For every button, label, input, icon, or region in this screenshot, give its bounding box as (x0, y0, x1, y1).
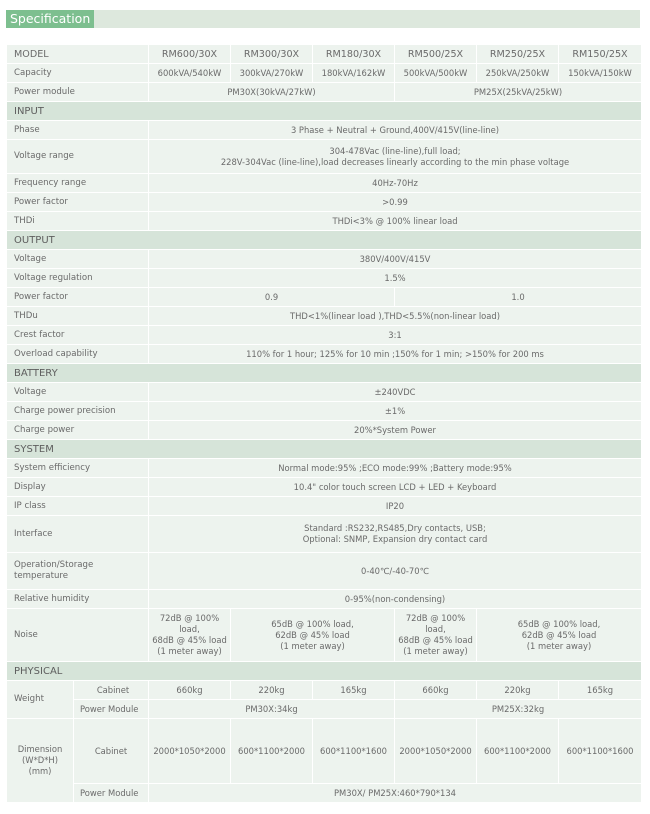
system-ip-row (7, 497, 641, 515)
battery-voltage-label: Voltage (7, 383, 148, 401)
battery-voltage-value: ±240VDC (149, 383, 641, 401)
output-thdu-value: THD<1%(linear load ),THD<5.5%(non-linear load) (149, 307, 641, 325)
system-ip-value: IP20 (149, 497, 641, 515)
system-interface-label: Interface (7, 516, 148, 552)
output-pf-label: Power factor (7, 288, 148, 306)
system-display-row (7, 478, 641, 496)
system-display-value: 10.4" color touch screen LCD + LED + Keyboard (149, 478, 641, 496)
system-efficiency-value: Normal mode:95% ;ECO mode:99% ;Battery mode:95% (149, 459, 641, 477)
input-phase-value: 3 Phase + Neutral + Ground,400V/415V(line-line) (149, 121, 641, 139)
weight-cabinet-value: 660kg (395, 681, 476, 699)
system-humidity-value: 0-95%(non-condensing) (149, 590, 641, 608)
output-regulation-value: 1.5% (149, 269, 641, 287)
output-crest-label: Crest factor (7, 326, 148, 344)
dimension-pm-label: Power Module (74, 784, 148, 802)
input-title: INPUT (7, 102, 641, 120)
system-ip-label: IP class (7, 497, 148, 515)
weight-cabinet-label: Cabinet (74, 681, 148, 699)
system-noise-row (7, 609, 641, 661)
output-pf-row (7, 288, 641, 306)
weight-pm-label: Power Module (74, 700, 148, 718)
dimension-cabinet-label: Cabinet (74, 719, 148, 783)
model-name: RM150/25X (559, 45, 641, 63)
battery-precision-value: ±1% (149, 402, 641, 420)
capacity-row (7, 64, 641, 82)
model-row (7, 45, 641, 63)
output-regulation-row (7, 269, 641, 287)
section-title: Specification (6, 10, 94, 28)
output-voltage-row (7, 250, 641, 268)
power-module-right: PM25X(25kVA/25kW) (395, 83, 641, 101)
dimension-cabinet-value: 600*1100*1600 (313, 719, 394, 783)
output-title: OUTPUT (7, 231, 641, 249)
battery-precision-row (7, 402, 641, 420)
output-pf-left: 0.9 (149, 288, 394, 306)
system-efficiency-label: System efficiency (7, 459, 148, 477)
weight-cabinet-value: 220kg (477, 681, 558, 699)
capacity-value: 300kVA/270kW (231, 64, 312, 82)
capacity-value: 180kVA/162kW (313, 64, 394, 82)
output-thdu-row (7, 307, 641, 325)
input-thdi-value: THDi<3% @ 100% linear load (149, 212, 641, 230)
title-bar (6, 10, 640, 28)
weight-cabinet-value: 165kg (313, 681, 394, 699)
input-phase-label: Phase (7, 121, 148, 139)
system-noise-label: Noise (7, 609, 148, 661)
model-name: RM500/25X (395, 45, 476, 63)
input-header (7, 102, 641, 120)
output-overload-value: 110% for 1 hour; 125% for 10 min ;150% for 1 min; >150% for 200 ms (149, 345, 641, 363)
system-interface-row (7, 516, 641, 552)
input-phase-row (7, 121, 641, 139)
dimension-pm-value: PM30X/ PM25X:460*790*134 (149, 784, 641, 802)
input-voltage-range-row (7, 140, 641, 173)
input-pf-label: Power factor (7, 193, 148, 211)
output-regulation-label: Voltage regulation (7, 269, 148, 287)
power-module-left: PM30X(30kVA/27kW) (149, 83, 394, 101)
output-crest-value: 3:1 (149, 326, 641, 344)
physical-header (7, 662, 641, 680)
battery-voltage-row (7, 383, 641, 401)
system-humidity-label: Relative humidity (7, 590, 148, 608)
output-thdu-label: THDu (7, 307, 148, 325)
physical-title: PHYSICAL (7, 662, 641, 680)
battery-precision-label: Charge power precision (7, 402, 148, 420)
battery-title: BATTERY (7, 364, 641, 382)
input-pf-row (7, 193, 641, 211)
system-temp-label: Operation/Storage temperature (7, 553, 148, 589)
capacity-value: 150kVA/150kW (559, 64, 641, 82)
weight-cabinet-row (7, 681, 641, 699)
weight-pm-row (7, 700, 641, 718)
capacity-value: 500kVA/500kW (395, 64, 476, 82)
noise-value-small: 72dB @ 100% load, 68dB @ 45% load (1 meter away) (395, 609, 476, 661)
noise-value-small: 72dB @ 100% load, 68dB @ 45% load (1 meter away) (149, 609, 230, 661)
system-humidity-row (7, 590, 641, 608)
model-label: MODEL (7, 45, 148, 63)
dimension-cabinet-row (7, 719, 641, 783)
output-overload-row (7, 345, 641, 363)
system-title: SYSTEM (7, 440, 641, 458)
battery-charge-label: Charge power (7, 421, 148, 439)
battery-header (7, 364, 641, 382)
noise-value-large: 65dB @ 100% load, 62dB @ 45% load (1 meter away) (477, 609, 641, 661)
output-pf-right: 1.0 (395, 288, 641, 306)
battery-charge-row (7, 421, 641, 439)
input-voltage-range-value: 304-478Vac (line-line),full load; 228V-304Vac (line-line),load decreases linearly according to the min phase voltage (149, 140, 641, 173)
model-name: RM180/30X (313, 45, 394, 63)
output-voltage-label: Voltage (7, 250, 148, 268)
power-module-label: Power module (7, 83, 148, 101)
weight-label: Weight (7, 681, 73, 718)
model-name: RM600/30X (149, 45, 230, 63)
dimension-cabinet-value: 2000*1050*2000 (149, 719, 230, 783)
system-temp-row (7, 553, 641, 589)
output-crest-row (7, 326, 641, 344)
capacity-value: 600kVA/540kW (149, 64, 230, 82)
input-frequency-value: 40Hz-70Hz (149, 174, 641, 192)
model-name: RM250/25X (477, 45, 558, 63)
output-voltage-value: 380V/400V/415V (149, 250, 641, 268)
noise-value-large: 65dB @ 100% load, 62dB @ 45% load (1 meter away) (231, 609, 394, 661)
system-display-label: Display (7, 478, 148, 496)
input-frequency-label: Frequency range (7, 174, 148, 192)
input-thdi-row (7, 212, 641, 230)
output-header (7, 231, 641, 249)
battery-charge-value: 20%*System Power (149, 421, 641, 439)
system-temp-value: 0-40℃/-40-70℃ (149, 553, 641, 589)
weight-pm-left: PM30X:34kg (149, 700, 394, 718)
weight-pm-right: PM25X:32kg (395, 700, 641, 718)
system-header (7, 440, 641, 458)
output-overload-label: Overload capability (7, 345, 148, 363)
system-interface-value: Standard :RS232,RS485,Dry contacts, USB; Optional: SNMP, Expansion dry contact card (149, 516, 641, 552)
input-voltage-range-label: Voltage range (7, 140, 148, 173)
dimension-cabinet-value: 600*1100*2000 (231, 719, 312, 783)
power-module-row (7, 83, 641, 101)
spec-table (6, 44, 642, 803)
input-thdi-label: THDi (7, 212, 148, 230)
weight-cabinet-value: 660kg (149, 681, 230, 699)
input-pf-value: >0.99 (149, 193, 641, 211)
input-frequency-row (7, 174, 641, 192)
capacity-label: Capacity (7, 64, 148, 82)
weight-cabinet-value: 165kg (559, 681, 641, 699)
model-name: RM300/30X (231, 45, 312, 63)
weight-cabinet-value: 220kg (231, 681, 312, 699)
system-efficiency-row (7, 459, 641, 477)
dimension-cabinet-value: 600*1100*1600 (559, 719, 641, 783)
dimension-label: Dimension (W*D*H) (mm) (7, 719, 73, 802)
dimension-cabinet-value: 600*1100*2000 (477, 719, 558, 783)
dimension-pm-row (7, 784, 641, 802)
dimension-cabinet-value: 2000*1050*2000 (395, 719, 476, 783)
capacity-value: 250kVA/250kW (477, 64, 558, 82)
